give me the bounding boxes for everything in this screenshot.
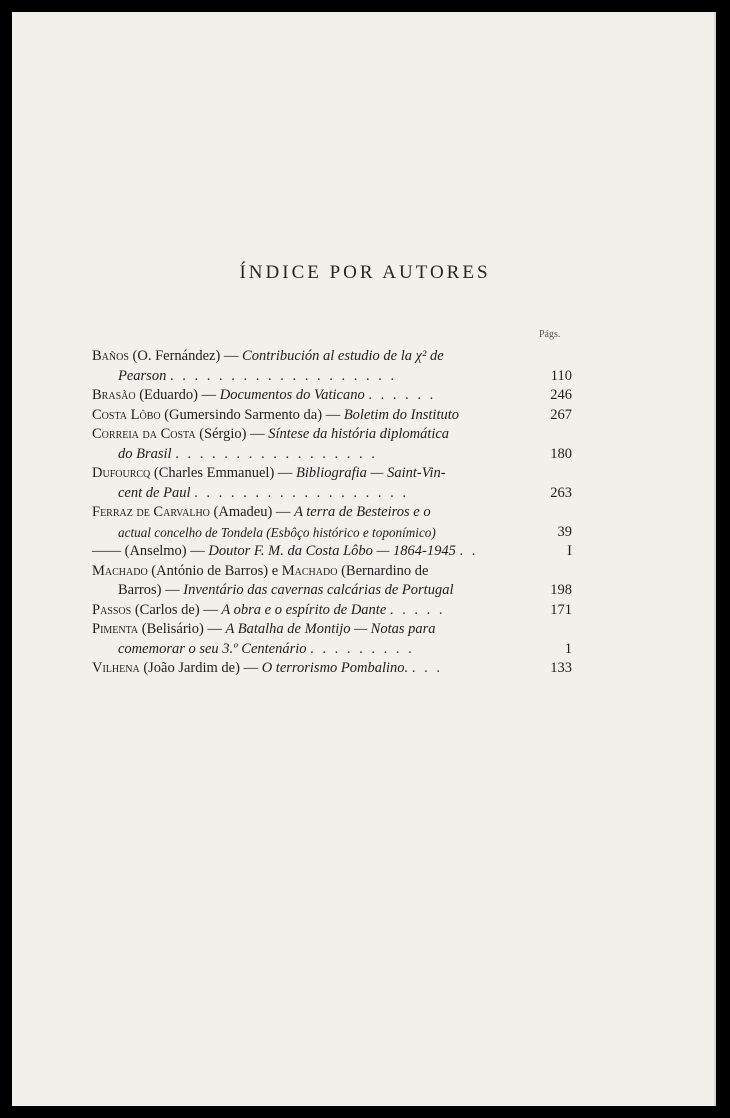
page-number: 110 xyxy=(550,367,572,384)
work-title-cont: Pearson xyxy=(118,367,167,384)
index-entry-machado xyxy=(92,562,572,582)
index-entry-pimenta xyxy=(92,620,572,640)
index-entry-ferraz-cont xyxy=(92,523,572,543)
author-detail: (João Jardim de) — xyxy=(143,660,259,676)
work-title: A terra de Besteiros e o xyxy=(294,504,431,520)
index-entry-machado-cont xyxy=(92,581,572,601)
author-detail: (Sérgio) — xyxy=(199,426,265,442)
page-number: 263 xyxy=(550,484,572,501)
index-entry-anselmo xyxy=(92,542,572,562)
leader-dots: . . . . . . xyxy=(368,387,436,403)
work-title-cont: do Brasil xyxy=(118,445,172,462)
repeat-author-dash: —— xyxy=(92,543,121,559)
index-entry-brasao xyxy=(92,386,572,406)
author-name-2: Machado xyxy=(281,562,338,579)
index-entry-dufourcq xyxy=(92,464,572,484)
page-number: 267 xyxy=(550,406,572,423)
index-entry-vilhena xyxy=(92,659,572,679)
author-name: Pimenta xyxy=(92,621,139,637)
index-entry-banos xyxy=(92,347,572,367)
index-entry-pimenta-cont xyxy=(92,640,572,660)
author-detail: (O. Fernández) — xyxy=(132,348,239,364)
leader-dots: . . . . . . . . . . . . . . . . . . xyxy=(194,484,409,501)
page-number: 133 xyxy=(550,660,572,676)
leader-dots: . . . . . . . . . . . . . . . . . xyxy=(175,445,378,462)
index-entry-correia-cont xyxy=(92,445,572,465)
page-number: I xyxy=(567,543,572,559)
page-title: ÍNDICE POR AUTORES xyxy=(239,262,491,283)
author-index-list xyxy=(92,347,572,679)
index-entry-passos xyxy=(92,601,572,621)
work-title: Contribución al estudio de la χ² de xyxy=(242,348,444,364)
index-entry-correia xyxy=(92,425,572,445)
work-title: A obra e o espírito de Dante xyxy=(221,601,387,618)
author-detail-2: (Bernardino de xyxy=(341,562,429,579)
author-detail: (Eduardo) — xyxy=(139,387,217,403)
author-name: Ferraz de Carvalho xyxy=(92,504,210,520)
leader-dots: . . . . . . . . . . . . . . . . . . . xyxy=(169,367,397,384)
page-number: 246 xyxy=(550,387,572,403)
work-title: O terrorismo Pombalino. xyxy=(261,660,409,676)
author-name: Machado xyxy=(92,562,148,579)
index-entry-banos-cont xyxy=(92,367,572,387)
author-name: Vilhena xyxy=(92,660,140,676)
work-title: A Batalha de Montijo — Notas para xyxy=(225,621,436,637)
index-entry-dufourcq-cont xyxy=(92,484,572,504)
author-detail: (Carlos de) — xyxy=(134,601,218,618)
work-title: Doutor F. M. da Costa Lôbo — 1864-1945 xyxy=(208,543,456,559)
author-name: Dufourcq xyxy=(92,465,151,481)
work-title: Síntese da história diplomática xyxy=(268,426,450,442)
page-number: 198 xyxy=(550,582,572,598)
author-name: Brasão xyxy=(92,387,136,403)
leader-dots: . . . . . . . . . xyxy=(310,640,415,657)
author-name: Costa Lôbo xyxy=(92,406,161,423)
page-number: 1 xyxy=(564,640,572,657)
author-detail: (Gumersindo Sarmento da) — xyxy=(164,406,341,423)
author-name: Passos xyxy=(92,601,132,618)
work-title-cont: cent de Paul xyxy=(118,484,191,501)
author-name: Baños xyxy=(92,348,129,364)
leader-dots: . . xyxy=(459,543,478,559)
work-title: Boletim do Instituto xyxy=(343,406,460,423)
index-entry-costa-lobo xyxy=(92,406,572,426)
work-title: Inventário das cavernas calcárias de Portugal xyxy=(183,582,454,598)
work-title-cont: comemorar o seu 3.º Centenário xyxy=(118,640,307,657)
author-detail: (Belisário) — xyxy=(141,621,222,637)
author-detail: (Anselmo) — xyxy=(124,543,205,559)
page-number: 39 xyxy=(557,523,572,540)
author-name: Correia da Costa xyxy=(92,426,196,442)
author-detail: (Amadeu) — xyxy=(213,504,291,520)
index-entry-ferraz xyxy=(92,503,572,523)
leader-dots: . . . . . xyxy=(389,601,446,618)
work-title: Documentos do Vaticano xyxy=(219,387,365,403)
pages-column-label: Págs. xyxy=(539,329,561,340)
page-number: 171 xyxy=(550,601,572,618)
author-detail-cont: Barros) — xyxy=(118,582,180,598)
page-number: 180 xyxy=(550,445,572,462)
work-title-cont: actual concelho de Tondela (Esbôço histórico e toponímico) xyxy=(118,524,436,540)
author-detail: (Charles Emmanuel) — xyxy=(153,465,293,481)
leader-dots: . . . xyxy=(411,660,443,676)
author-detail: (António de Barros) e xyxy=(151,562,279,579)
work-title: Bibliografia — Saint-Vin- xyxy=(296,465,446,481)
